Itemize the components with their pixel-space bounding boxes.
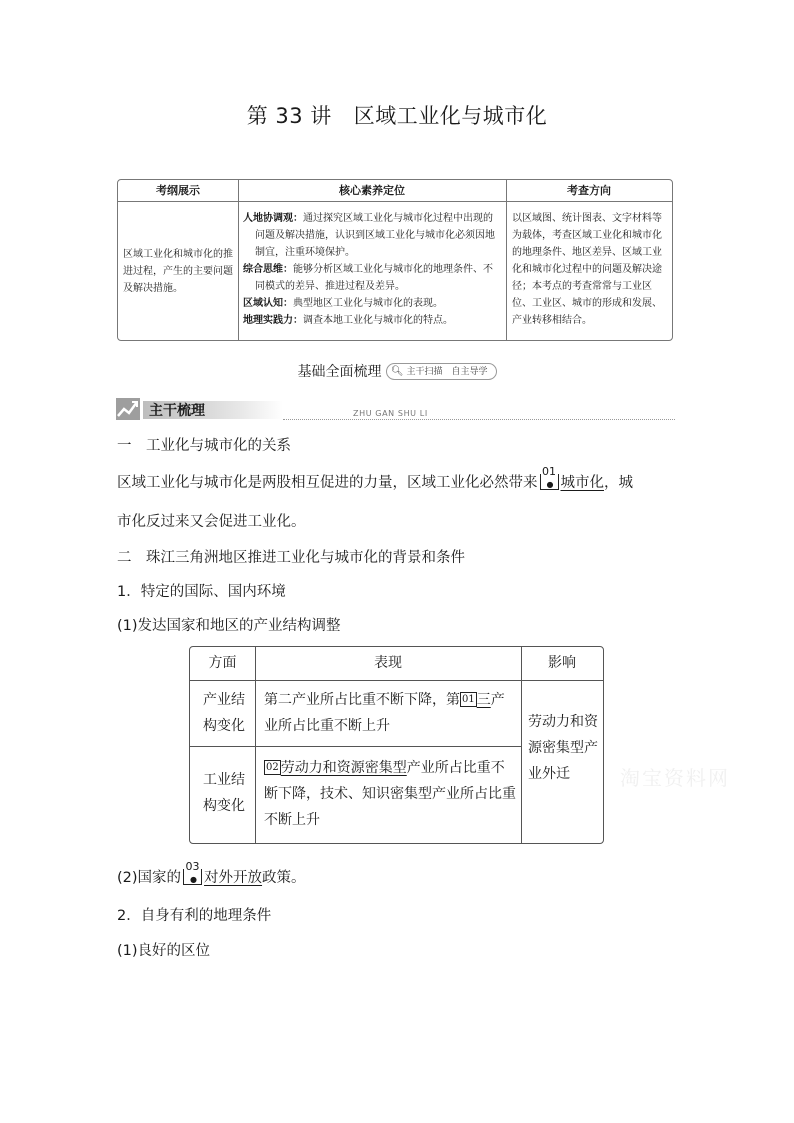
answer-text: 对外开放 bbox=[204, 870, 263, 886]
heading-2-2-1: (1)良好的区位 bbox=[117, 943, 211, 959]
magnifier-icon: 🔍︎ bbox=[390, 366, 404, 377]
blank-number-box: 02 bbox=[266, 762, 279, 773]
heading-2-2: 2．自身有利的地理条件 bbox=[117, 908, 272, 924]
banner-title: 基础全面梳理 bbox=[297, 364, 382, 380]
blank-number-box: 01 bbox=[462, 694, 475, 705]
outline-requirement-text: 区域工业化和城市化的推进过程，产生的主要问题及解决措施。 bbox=[123, 249, 233, 294]
literacy-item: 人地协调观：通过探究区域工业化与城市化过程中出现的问题及解决措施，认识到区域工业化与城市化必须因地制宜，注重环境保护。 bbox=[243, 213, 495, 258]
lecture-topic: 区域工业化与城市化 bbox=[353, 104, 548, 128]
section-banner bbox=[0, 361, 794, 381]
outline-literacy-list bbox=[243, 210, 501, 329]
paragraph-1-cont: 市化反过来又会促进工业化。 bbox=[117, 514, 306, 530]
lecture-number: 第 33 讲 bbox=[246, 104, 332, 128]
heading-2-1-1: (1)发达国家和地区的产业结构调整 bbox=[117, 618, 341, 634]
blank-number-box: 03 ● bbox=[183, 869, 202, 885]
outline-table bbox=[117, 179, 673, 341]
answer-text: 三 bbox=[476, 692, 491, 708]
trend-chart-icon bbox=[115, 397, 141, 421]
outline-header-direction: 考查方向 bbox=[506, 180, 672, 202]
impact-text: 劳动力和资源密集型产业外迁 bbox=[528, 714, 598, 782]
paragraph-1: 区域工业化与城市化是两股相互促进的力量，区域工业化必然带来 01 ● 城市化，城 bbox=[117, 465, 633, 491]
industry-table bbox=[189, 646, 604, 844]
answer-text: 劳动力和资源密集型 bbox=[280, 760, 407, 776]
watermark: 淘宝资料网 bbox=[620, 766, 730, 790]
table-header-impact: 影响 bbox=[548, 655, 576, 671]
literacy-item: 区域认知：典型地区工业化与城市化的表现。 bbox=[243, 298, 443, 309]
row2-expression: 02 劳动力和资源密集型产业所占比重不断下降，技术、知识密集型产业所占比重不断上升 bbox=[264, 760, 516, 828]
blank-number-box: 01 ● bbox=[540, 474, 559, 490]
literacy-item: 地理实践力：调查本地工业化与城市化的特点。 bbox=[243, 315, 453, 326]
literacy-item: 综合思维：能够分析区域工业化与城市化的地理条件、不同模式的差异、推进过程及差异。 bbox=[243, 264, 493, 292]
row1-aspect: 产业结构变化 bbox=[203, 692, 245, 734]
answer-text: 城市化 bbox=[560, 475, 604, 491]
heading-1: 一 工业化与城市化的关系 bbox=[117, 438, 291, 454]
page-title bbox=[0, 100, 794, 130]
outline-header-literacy: 核心素养定位 bbox=[238, 180, 506, 202]
banner-tag: 🔍︎ 主干扫描 自主导学 bbox=[386, 363, 497, 380]
section-header-pinyin: ZHU GAN SHU LI bbox=[353, 409, 428, 418]
section-header-label: 主干梳理 bbox=[149, 403, 205, 419]
paragraph-2: (2)国家的 03 ● 对外开放政策。 bbox=[117, 860, 306, 886]
heading-2-1: 1．特定的国际、国内环境 bbox=[117, 584, 286, 600]
outline-direction-text: 以区域图、统计图表、文字材料等为载体，考查区域工业化和城市化的地理条件、地区差异、区域工业化和城市化过程中的问题及解决途径；本考点的考查常常与工业区位、工业区、城市的形成和发展、产业转移相结合。 bbox=[512, 213, 662, 326]
table-header-expression: 表现 bbox=[374, 655, 402, 671]
section-header bbox=[115, 397, 675, 421]
table-header-aspect: 方面 bbox=[208, 655, 237, 671]
row2-aspect: 工业结构变化 bbox=[203, 772, 245, 814]
heading-2: 二 珠江三角洲地区推进工业化与城市化的背景和条件 bbox=[117, 550, 465, 566]
outline-header-requirement: 考纲展示 bbox=[118, 180, 238, 202]
row1-expression: 第二产业所占比重不断下降，第 01 三产业所占比重不断上升 bbox=[264, 692, 505, 734]
